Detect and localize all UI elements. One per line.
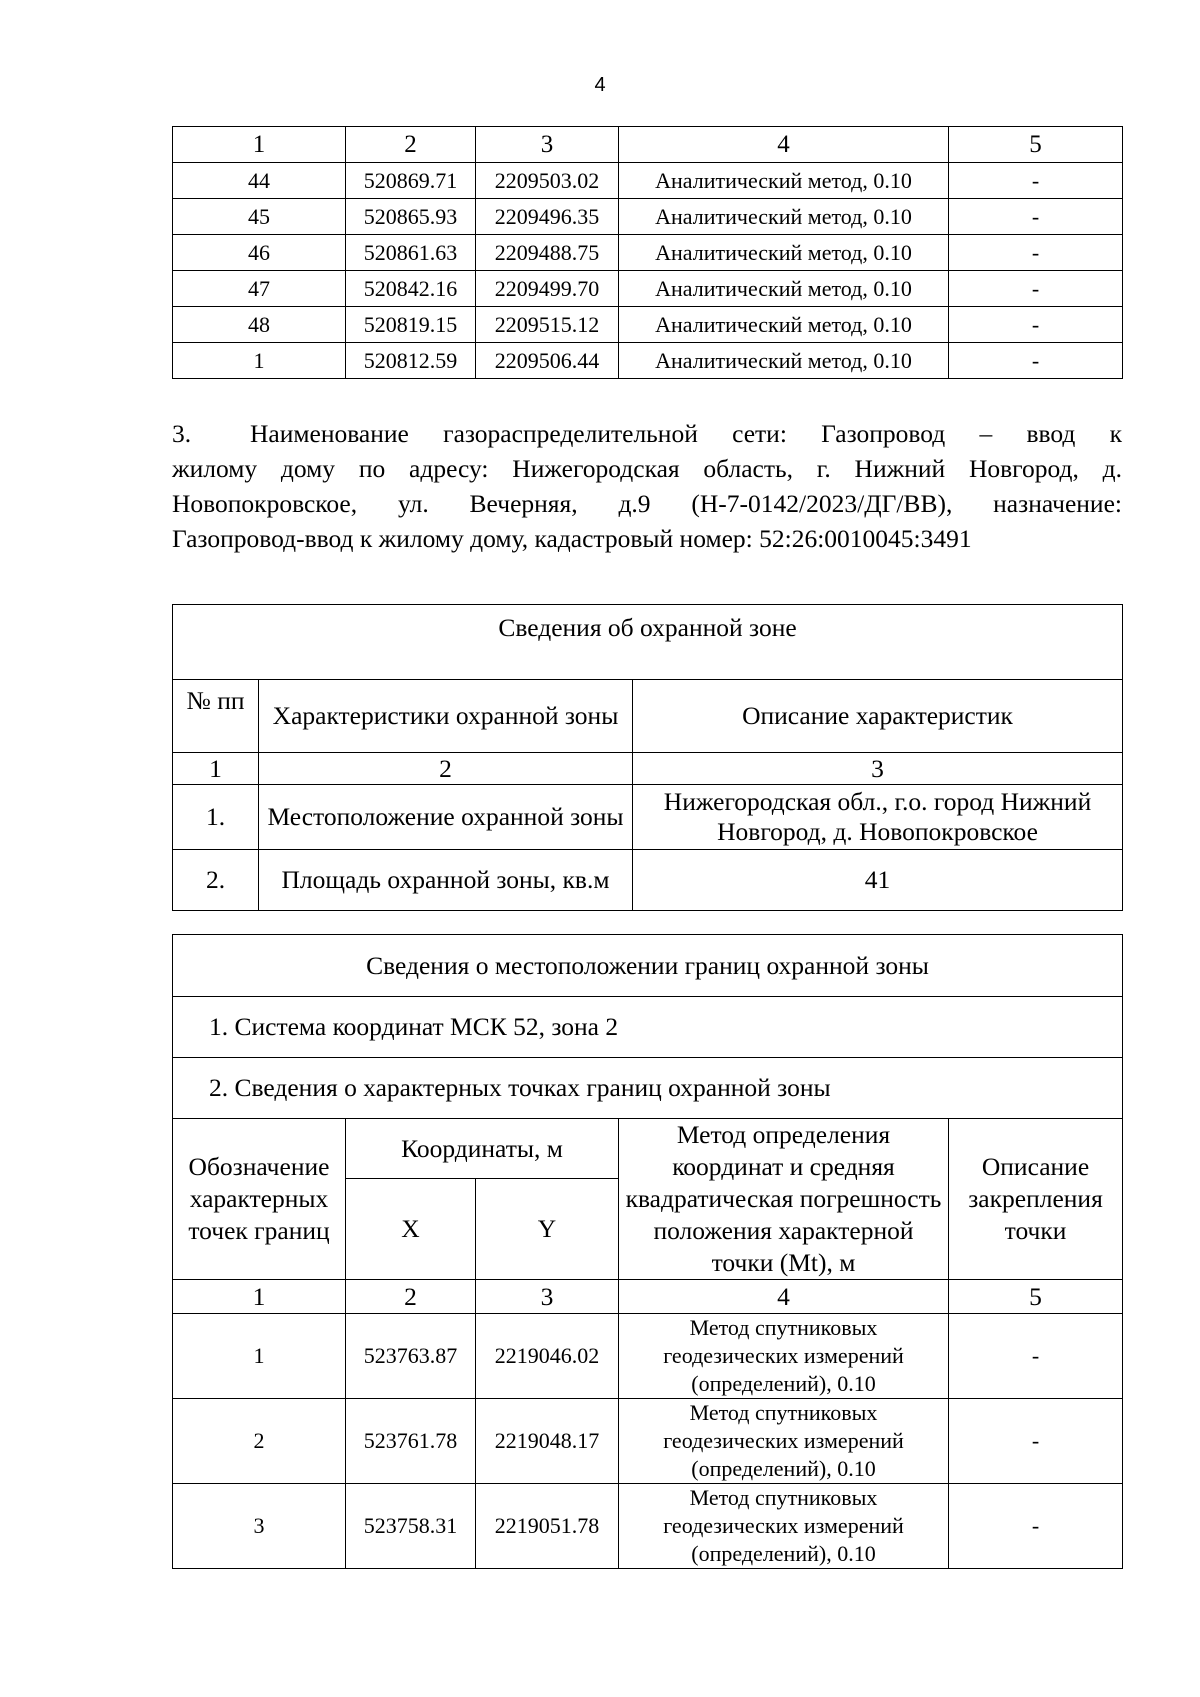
- point-number: 48: [173, 307, 346, 343]
- paragraph-line: Новопокровское, ул. Вечерняя, д.9 (Н-7-0142/2023/ДГ/ВВ), назначение:: [172, 489, 1122, 518]
- fixing-description: -: [949, 343, 1123, 379]
- method: Аналитический метод, 0.10: [619, 163, 949, 199]
- table-row: [173, 1399, 1123, 1484]
- x-coordinate: 520842.16: [346, 271, 476, 307]
- y-coordinate: 2209515.12: [476, 307, 619, 343]
- coordinate-system: 1. Система координат МСК 52, зона 2: [173, 997, 1123, 1058]
- column-header: Метод определения координат и средняя квадратическая погрешность положения характерной точки (Mt), м: [619, 1119, 949, 1280]
- method: Аналитический метод, 0.10: [619, 199, 949, 235]
- fixing-description: -: [949, 199, 1123, 235]
- x-coordinate: 520812.59: [346, 343, 476, 379]
- section-3-paragraph: [172, 416, 1122, 556]
- x-coordinate: 520865.93: [346, 199, 476, 235]
- row-number: 2.: [173, 850, 259, 911]
- point-number: 3: [173, 1484, 346, 1569]
- fixing-description: -: [949, 1484, 1123, 1569]
- points-section-title: 2. Сведения о характерных точках границ охранной зоны: [173, 1058, 1123, 1119]
- column-header-x: X: [346, 1179, 476, 1280]
- index-cell: 1: [173, 753, 259, 785]
- coordinates-table-continued: [172, 126, 1123, 379]
- point-number: 46: [173, 235, 346, 271]
- column-header: Координаты, м: [346, 1119, 619, 1179]
- table-title: Сведения об охранной зоне: [173, 605, 1123, 680]
- point-number: 1: [173, 343, 346, 379]
- index-cell: 2: [259, 753, 633, 785]
- y-coordinate: 2209488.75: [476, 235, 619, 271]
- point-number: 1: [173, 1314, 346, 1399]
- row-number: 1.: [173, 785, 259, 850]
- table-row: [173, 307, 1123, 343]
- y-coordinate: 2219046.02: [476, 1314, 619, 1399]
- x-coordinate: 523763.87: [346, 1314, 476, 1399]
- y-coordinate: 2209499.70: [476, 271, 619, 307]
- column-header: Обозначение характерных точек границ: [173, 1119, 346, 1280]
- x-coordinate: 523761.78: [346, 1399, 476, 1484]
- characteristic-value: 41: [633, 850, 1123, 911]
- table-row: [173, 785, 1123, 850]
- column-header-y: Y: [476, 1179, 619, 1280]
- method: Аналитический метод, 0.10: [619, 235, 949, 271]
- point-number: 47: [173, 271, 346, 307]
- column-header: Описание характеристик: [633, 680, 1123, 753]
- y-coordinate: 2209496.35: [476, 199, 619, 235]
- paragraph-line: жилому дому по адресу: Нижегородская область, г. Нижний Новгород, д.: [172, 454, 1122, 483]
- point-number: 44: [173, 163, 346, 199]
- table-row: [173, 343, 1123, 379]
- characteristic-name: Местоположение охранной зоны: [259, 785, 633, 850]
- fixing-description: -: [949, 1314, 1123, 1399]
- table-row: [173, 163, 1123, 199]
- x-coordinate: 520861.63: [346, 235, 476, 271]
- table-row: [173, 850, 1123, 911]
- x-coordinate: 520869.71: [346, 163, 476, 199]
- y-coordinate: 2209503.02: [476, 163, 619, 199]
- x-coordinate: 520819.15: [346, 307, 476, 343]
- column-header: Характеристики охранной зоны: [259, 680, 633, 753]
- fixing-description: -: [949, 235, 1123, 271]
- protection-zone-info-table: [172, 604, 1123, 911]
- table-row: [173, 235, 1123, 271]
- index-cell: 4: [619, 1280, 949, 1314]
- index-cell: 2: [346, 1280, 476, 1314]
- index-cell: 3: [476, 1280, 619, 1314]
- boundary-location-table: [172, 934, 1123, 1569]
- table-row: [173, 1484, 1123, 1569]
- section-number: 3.: [172, 419, 192, 448]
- header-cell: 5: [949, 127, 1123, 163]
- table-row: [173, 199, 1123, 235]
- fixing-description: -: [949, 1399, 1123, 1484]
- index-cell: 5: [949, 1280, 1123, 1314]
- y-coordinate: 2209506.44: [476, 343, 619, 379]
- x-coordinate: 523758.31: [346, 1484, 476, 1569]
- fixing-description: -: [949, 307, 1123, 343]
- index-cell: 3: [633, 753, 1123, 785]
- point-number: 2: [173, 1399, 346, 1484]
- header-cell: 2: [346, 127, 476, 163]
- method: Аналитический метод, 0.10: [619, 307, 949, 343]
- column-header: Описание закрепления точки: [949, 1119, 1123, 1280]
- paragraph-line: [172, 416, 1122, 451]
- paragraph-text: Наименование газораспределительной сети: Газопровод – ввод к: [250, 419, 1122, 448]
- method: Метод спутниковых геодезических измерений (определений), 0.10: [619, 1484, 949, 1569]
- index-cell: 1: [173, 1280, 346, 1314]
- characteristic-value: Нижегородская обл., г.о. город Нижний Новгород, д. Новопокровское: [633, 785, 1123, 850]
- table-row: [173, 1314, 1123, 1399]
- method: Метод спутниковых геодезических измерений (определений), 0.10: [619, 1314, 949, 1399]
- table-title: Сведения о местоположении границ охранной зоны: [173, 935, 1123, 997]
- fixing-description: -: [949, 163, 1123, 199]
- column-header: № пп: [173, 680, 259, 753]
- table-header-row: [173, 127, 1123, 163]
- header-cell: 4: [619, 127, 949, 163]
- fixing-description: -: [949, 271, 1123, 307]
- point-number: 45: [173, 199, 346, 235]
- paragraph-line: Газопровод-ввод к жилому дому, кадастровый номер: 52:26:0010045:3491: [172, 524, 972, 553]
- y-coordinate: 2219051.78: [476, 1484, 619, 1569]
- y-coordinate: 2219048.17: [476, 1399, 619, 1484]
- method: Аналитический метод, 0.10: [619, 271, 949, 307]
- header-cell: 1: [173, 127, 346, 163]
- header-cell: 3: [476, 127, 619, 163]
- method: Аналитический метод, 0.10: [619, 343, 949, 379]
- page-number: 4: [594, 74, 606, 96]
- table-row: [173, 271, 1123, 307]
- method: Метод спутниковых геодезических измерений (определений), 0.10: [619, 1399, 949, 1484]
- characteristic-name: Площадь охранной зоны, кв.м: [259, 850, 633, 911]
